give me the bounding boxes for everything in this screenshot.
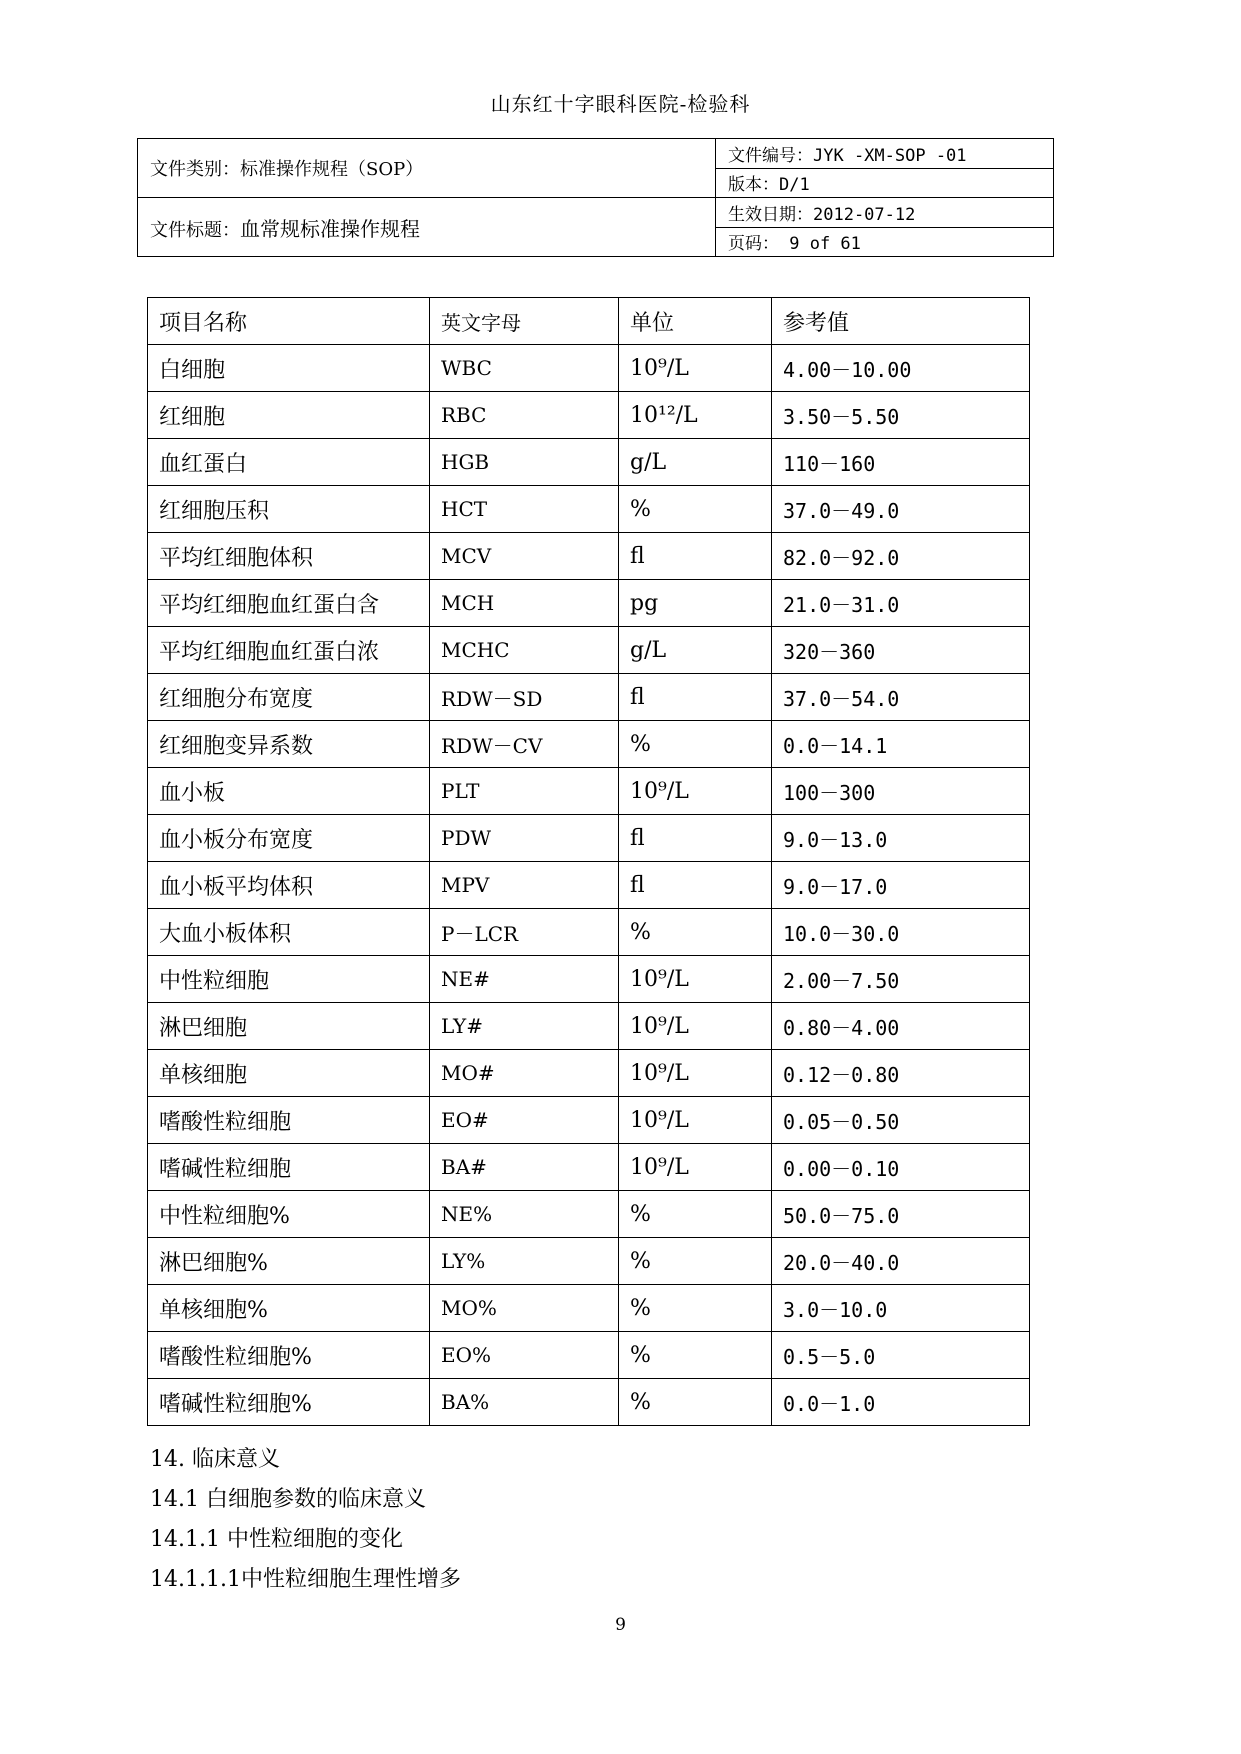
cell-item-name: 红细胞分布宽度 [148, 674, 430, 721]
table-row [148, 956, 1030, 1003]
header-abbreviation: 英文字母 [430, 298, 619, 345]
cell-unit: 10⁹/L [619, 956, 772, 1003]
cell-abbreviation: RDW－CV [430, 721, 619, 768]
table-row [148, 1379, 1030, 1426]
table-row [148, 1285, 1030, 1332]
table-header-row [148, 298, 1030, 345]
cell-unit: fl [619, 674, 772, 721]
cell-abbreviation: BA# [430, 1144, 619, 1191]
file-version: 版本：D/1 [716, 168, 1054, 198]
cell-unit: 10⁹/L [619, 1144, 772, 1191]
cell-unit: % [619, 1379, 772, 1426]
cell-reference-value: 20.0－40.0 [772, 1238, 1030, 1285]
cell-unit: % [619, 486, 772, 533]
file-category: 文件类别：标准操作规程（SOP） [138, 139, 716, 198]
effective-date: 生效日期：2012-07-12 [716, 198, 1054, 228]
cell-item-name: 淋巴细胞% [148, 1238, 430, 1285]
cell-reference-value: 0.5－5.0 [772, 1332, 1030, 1379]
table-row [148, 1144, 1030, 1191]
cell-unit: 10⁹/L [619, 345, 772, 392]
table-row [148, 815, 1030, 862]
reference-values-table [147, 297, 1030, 1426]
cell-reference-value: 320－360 [772, 627, 1030, 674]
cell-reference-value: 37.0－49.0 [772, 486, 1030, 533]
table-row [148, 1003, 1030, 1050]
cell-unit: % [619, 1238, 772, 1285]
table-row [148, 909, 1030, 956]
table-row [148, 674, 1030, 721]
cell-item-name: 单核细胞 [148, 1050, 430, 1097]
cell-reference-value: 9.0－13.0 [772, 815, 1030, 862]
cell-abbreviation: LY% [430, 1238, 619, 1285]
cell-unit: % [619, 1285, 772, 1332]
table-row [148, 1097, 1030, 1144]
cell-reference-value: 2.00－7.50 [772, 956, 1030, 1003]
cell-reference-value: 0.0－1.0 [772, 1379, 1030, 1426]
cell-abbreviation: WBC [430, 345, 619, 392]
table-row [148, 345, 1030, 392]
document-header-table [137, 138, 1054, 257]
cell-abbreviation: NE# [430, 956, 619, 1003]
cell-reference-value: 0.05－0.50 [772, 1097, 1030, 1144]
cell-reference-value: 100－300 [772, 768, 1030, 815]
file-number: 文件编号：JYK -XM-SOP -01 [716, 139, 1054, 169]
table-row [148, 439, 1030, 486]
cell-item-name: 平均红细胞血红蛋白浓 [148, 627, 430, 674]
cell-item-name: 淋巴细胞 [148, 1003, 430, 1050]
cell-item-name: 嗜碱性粒细胞 [148, 1144, 430, 1191]
cell-item-name: 血小板平均体积 [148, 862, 430, 909]
cell-abbreviation: MCV [430, 533, 619, 580]
cell-abbreviation: BA% [430, 1379, 619, 1426]
cell-abbreviation: MO# [430, 1050, 619, 1097]
cell-item-name: 血红蛋白 [148, 439, 430, 486]
cell-reference-value: 0.12－0.80 [772, 1050, 1030, 1097]
cell-item-name: 嗜酸性粒细胞 [148, 1097, 430, 1144]
cell-abbreviation: LY# [430, 1003, 619, 1050]
cell-item-name: 平均红细胞血红蛋白含 [148, 580, 430, 627]
cell-reference-value: 10.0－30.0 [772, 909, 1030, 956]
cell-abbreviation: PDW [430, 815, 619, 862]
cell-reference-value: 4.00－10.00 [772, 345, 1030, 392]
cell-unit: 10⁹/L [619, 1097, 772, 1144]
table-row [148, 768, 1030, 815]
cell-abbreviation: MPV [430, 862, 619, 909]
page-number: 9 [615, 1615, 626, 1635]
cell-item-name: 红细胞压积 [148, 486, 430, 533]
cell-reference-value: 37.0－54.0 [772, 674, 1030, 721]
cell-reference-value: 110－160 [772, 439, 1030, 486]
cell-unit: 10⁹/L [619, 768, 772, 815]
cell-unit: g/L [619, 439, 772, 486]
cell-item-name: 血小板 [148, 768, 430, 815]
cell-unit: % [619, 909, 772, 956]
cell-reference-value: 21.0－31.0 [772, 580, 1030, 627]
cell-abbreviation: PLT [430, 768, 619, 815]
table-row [148, 1050, 1030, 1097]
section-heading: 14. 临床意义 [150, 1447, 280, 1472]
cell-abbreviation: RBC [430, 392, 619, 439]
header-unit: 单位 [619, 298, 772, 345]
cell-abbreviation: P－LCR [430, 909, 619, 956]
cell-unit: g/L [619, 627, 772, 674]
cell-reference-value: 50.0－75.0 [772, 1191, 1030, 1238]
cell-item-name: 血小板分布宽度 [148, 815, 430, 862]
cell-unit: fl [619, 862, 772, 909]
cell-abbreviation: HCT [430, 486, 619, 533]
cell-abbreviation: EO% [430, 1332, 619, 1379]
file-title-label: 文件标题： [150, 219, 240, 241]
header-item-name: 项目名称 [148, 298, 430, 345]
cell-item-name: 平均红细胞体积 [148, 533, 430, 580]
table-row [148, 721, 1030, 768]
cell-unit: fl [619, 533, 772, 580]
table-row [148, 533, 1030, 580]
cell-item-name: 单核细胞% [148, 1285, 430, 1332]
cell-reference-value: 0.00－0.10 [772, 1144, 1030, 1191]
cell-abbreviation: NE% [430, 1191, 619, 1238]
table-row [148, 580, 1030, 627]
cell-item-name: 白细胞 [148, 345, 430, 392]
table-row [148, 627, 1030, 674]
section-heading: 14.1.1 中性粒细胞的变化 [150, 1527, 403, 1552]
section-heading: 14.1.1.1中性粒细胞生理性增多 [150, 1567, 461, 1592]
cell-item-name: 中性粒细胞 [148, 956, 430, 1003]
cell-abbreviation: MCHC [430, 627, 619, 674]
cell-item-name: 大血小板体积 [148, 909, 430, 956]
cell-unit: % [619, 1332, 772, 1379]
cell-reference-value: 9.0－17.0 [772, 862, 1030, 909]
cell-reference-value: 82.0－92.0 [772, 533, 1030, 580]
cell-abbreviation: HGB [430, 439, 619, 486]
file-title: 血常规标准操作规程 [240, 216, 420, 241]
cell-unit: pg [619, 580, 772, 627]
cell-unit: 10¹²/L [619, 392, 772, 439]
cell-abbreviation: EO# [430, 1097, 619, 1144]
table-row [148, 1191, 1030, 1238]
header-reference-value: 参考值 [772, 298, 1030, 345]
section-headings [150, 1440, 461, 1600]
cell-reference-value: 0.0－14.1 [772, 721, 1030, 768]
org-title: 山东红十字眼科医院-检验科 [490, 92, 751, 116]
section-heading: 14.1 白细胞参数的临床意义 [150, 1487, 426, 1512]
cell-unit: fl [619, 815, 772, 862]
cell-unit: % [619, 1191, 772, 1238]
table-row [148, 1332, 1030, 1379]
cell-item-name: 中性粒细胞% [148, 1191, 430, 1238]
cell-abbreviation: MCH [430, 580, 619, 627]
cell-item-name: 嗜酸性粒细胞% [148, 1332, 430, 1379]
file-title-cell [138, 198, 716, 257]
cell-reference-value: 3.0－10.0 [772, 1285, 1030, 1332]
cell-reference-value: 3.50－5.50 [772, 392, 1030, 439]
table-row [148, 486, 1030, 533]
cell-item-name: 红细胞变异系数 [148, 721, 430, 768]
cell-unit: 10⁹/L [619, 1003, 772, 1050]
cell-item-name: 嗜碱性粒细胞% [148, 1379, 430, 1426]
table-row [148, 392, 1030, 439]
table-row [148, 1238, 1030, 1285]
cell-abbreviation: RDW－SD [430, 674, 619, 721]
cell-item-name: 红细胞 [148, 392, 430, 439]
cell-unit: % [619, 721, 772, 768]
cell-abbreviation: MO% [430, 1285, 619, 1332]
table-row [148, 862, 1030, 909]
cell-reference-value: 0.80－4.00 [772, 1003, 1030, 1050]
cell-unit: 10⁹/L [619, 1050, 772, 1097]
page-indicator: 页码： 9 of 61 [716, 227, 1054, 257]
